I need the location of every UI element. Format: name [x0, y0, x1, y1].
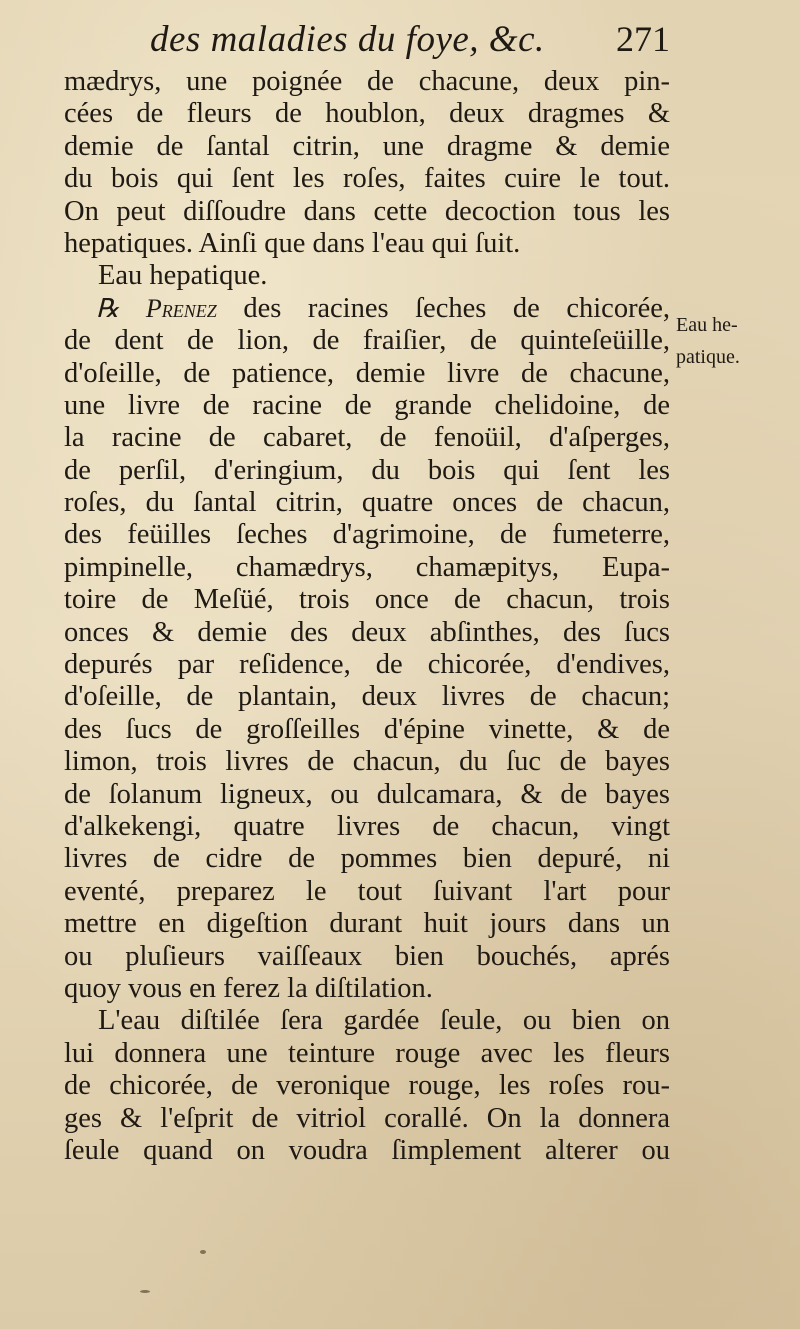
text-line: ou pluſieurs vaiſſeaux bien bouchés, aprés — [64, 940, 670, 972]
text-line: hepatiques. Ainſi que dans l'eau qui ſuit. — [64, 227, 521, 259]
text-line: L'eau diſtilée ſera gardée ſeule, ou bien on — [98, 1005, 670, 1037]
text-line: livres de cidre de pommes bien depuré, ni — [64, 843, 670, 875]
text-line: demie de ſantal citrin, une dragme & demie — [64, 130, 670, 162]
body-text — [64, 66, 670, 1167]
ink-speck — [200, 1250, 206, 1254]
ink-speck — [140, 1290, 150, 1293]
text-line: toire de Meſüé, trois once de chacun, trois — [64, 584, 670, 616]
text-line: depurés par reſidence, de chicorée, d'endives, — [64, 649, 670, 681]
margin-note-line: Eau he- — [676, 314, 738, 336]
section-heading: Eau hepatique. — [98, 260, 268, 292]
text-line: cées de fleurs de houblon, deux dragmes & — [64, 98, 670, 130]
text-line: ſeule quand on voudra ſimplement alterer ou — [64, 1134, 670, 1166]
running-title: des maladies du foye, &c. — [150, 19, 545, 60]
text-line: des ſucs de groſſeilles d'épine vinette, & de — [64, 713, 670, 745]
recipe-sign: ℞ — [96, 293, 120, 323]
text-line: une livre de racine de grande chelidoine, de — [64, 389, 670, 421]
text-line: d'alkekengi, quatre livres de chacun, vingt — [64, 810, 670, 842]
text-line: du bois qui ſent les roſes, faites cuire le tout. — [64, 163, 670, 195]
text-line: la racine de cabaret, de fenoüil, d'aſperges, — [64, 422, 670, 454]
text-line: limon, trois livres de chacun, du ſuc de bayes — [64, 746, 670, 778]
running-head — [150, 18, 670, 68]
text-line: eventé, preparez le tout ſuivant l'art pour — [64, 875, 670, 907]
text-line: de dent de lion, de fraiſier, de quinteſeüille, — [64, 325, 670, 357]
text-line: d'oſeille, de plantain, deux livres de chacun; — [64, 681, 670, 713]
text-line: On peut diſſoudre dans cette decoction tous les — [64, 195, 670, 227]
margin-note-line: patique. — [676, 346, 740, 368]
page-number: 271 — [616, 19, 670, 59]
text-line: quoy vous en ferez la diſtilation. — [64, 972, 433, 1004]
text-line: pimpinelle, chamædrys, chamæpitys, Eupa- — [64, 551, 670, 583]
text-line: des feüilles ſeches d'agrimoine, de fumeterre, — [64, 519, 670, 551]
text-line: roſes, du ſantal citrin, quatre onces de chacun, — [64, 487, 670, 519]
margin-note — [676, 309, 776, 373]
text-line: mettre en digeſtion durant huit jours dans un — [64, 908, 670, 940]
text-line: lui donnera une teinture rouge avec les fleurs — [64, 1037, 670, 1069]
text-line: onces & demie des deux abſinthes, des ſucs — [64, 616, 670, 648]
text-line: de ſolanum ligneux, ou dulcamara, & de bayes — [64, 778, 670, 810]
text-line: de perſil, d'eringium, du bois qui ſent les — [64, 454, 670, 486]
text-line: mædrys, une poignée de chacune, deux pin- — [64, 66, 670, 97]
text-line: de chicorée, de veronique rouge, les roſes rou- — [64, 1070, 670, 1102]
text-line: ges & l'eſprit de vitriol corallé. On la donnera — [64, 1102, 670, 1134]
text-line: d'oſeille, de patience, demie livre de chacune, — [64, 357, 670, 389]
text-line-rest: des racines ſeches de chicorée, — [243, 292, 670, 324]
prenez-word: Prenez — [145, 293, 217, 323]
text-line-prenez — [64, 293, 670, 325]
